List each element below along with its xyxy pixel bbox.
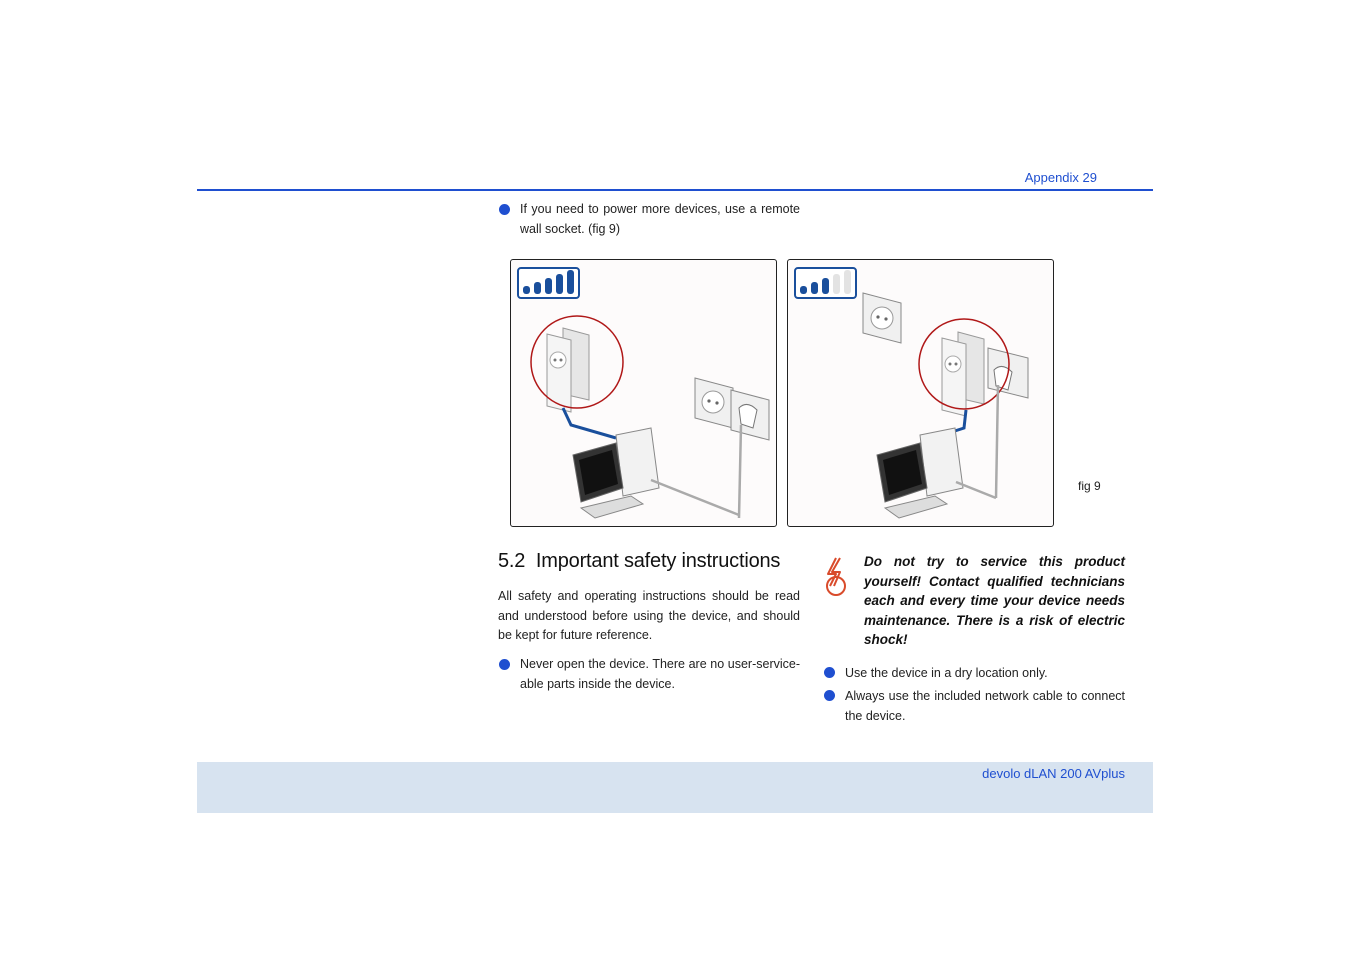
figure-panel-right [787,259,1054,527]
signal-strength-icon [795,268,856,298]
bullet-dot-icon [499,204,510,215]
header-rule [197,189,1153,191]
computer-icon [877,428,996,518]
left-bullet-text: Never open the device. There are no user-service-able parts inside the device. [520,657,800,691]
figure-label: fig 9 [1078,479,1101,493]
page-header-section: Appendix 29 [1024,170,1097,185]
right-bullet-text-2: Always use the included network cable to connect the device. [845,689,1125,723]
footer-product-name: devolo dLAN 200 AVplus [982,766,1125,781]
bullet-dot-icon [824,690,835,701]
figure-panel-left [510,259,777,527]
lightning-warning-icon [820,556,852,598]
right-bullet-text-1: Use the device in a dry location only. [845,666,1048,680]
wall-socket-icon [695,378,769,518]
figure-right-illustration [788,260,1053,526]
powerline-adapter-icon [531,316,623,412]
bullet-dot-icon [824,667,835,678]
intro-bullet-text: If you need to power more devices, use a remote wall socket. (fig 9) [520,202,800,236]
wall-socket-icon [863,293,901,343]
computer-icon [573,428,739,518]
bullet-dot-icon [499,659,510,670]
powerline-adapter-icon [919,319,1028,416]
signal-strength-icon [518,268,579,298]
section-heading: 5.2 Important safety instructions [498,550,781,572]
figure-left-illustration [511,260,776,526]
section-intro-text: All safety and operating instructions should be read and understood before using the device, and should be kept for future reference. [498,589,800,642]
safety-warning-text: Do not try to service this product yourself! Contact qualified technicians each and every time your device needs maintenance. There is a risk of electric shock! [864,554,1125,647]
